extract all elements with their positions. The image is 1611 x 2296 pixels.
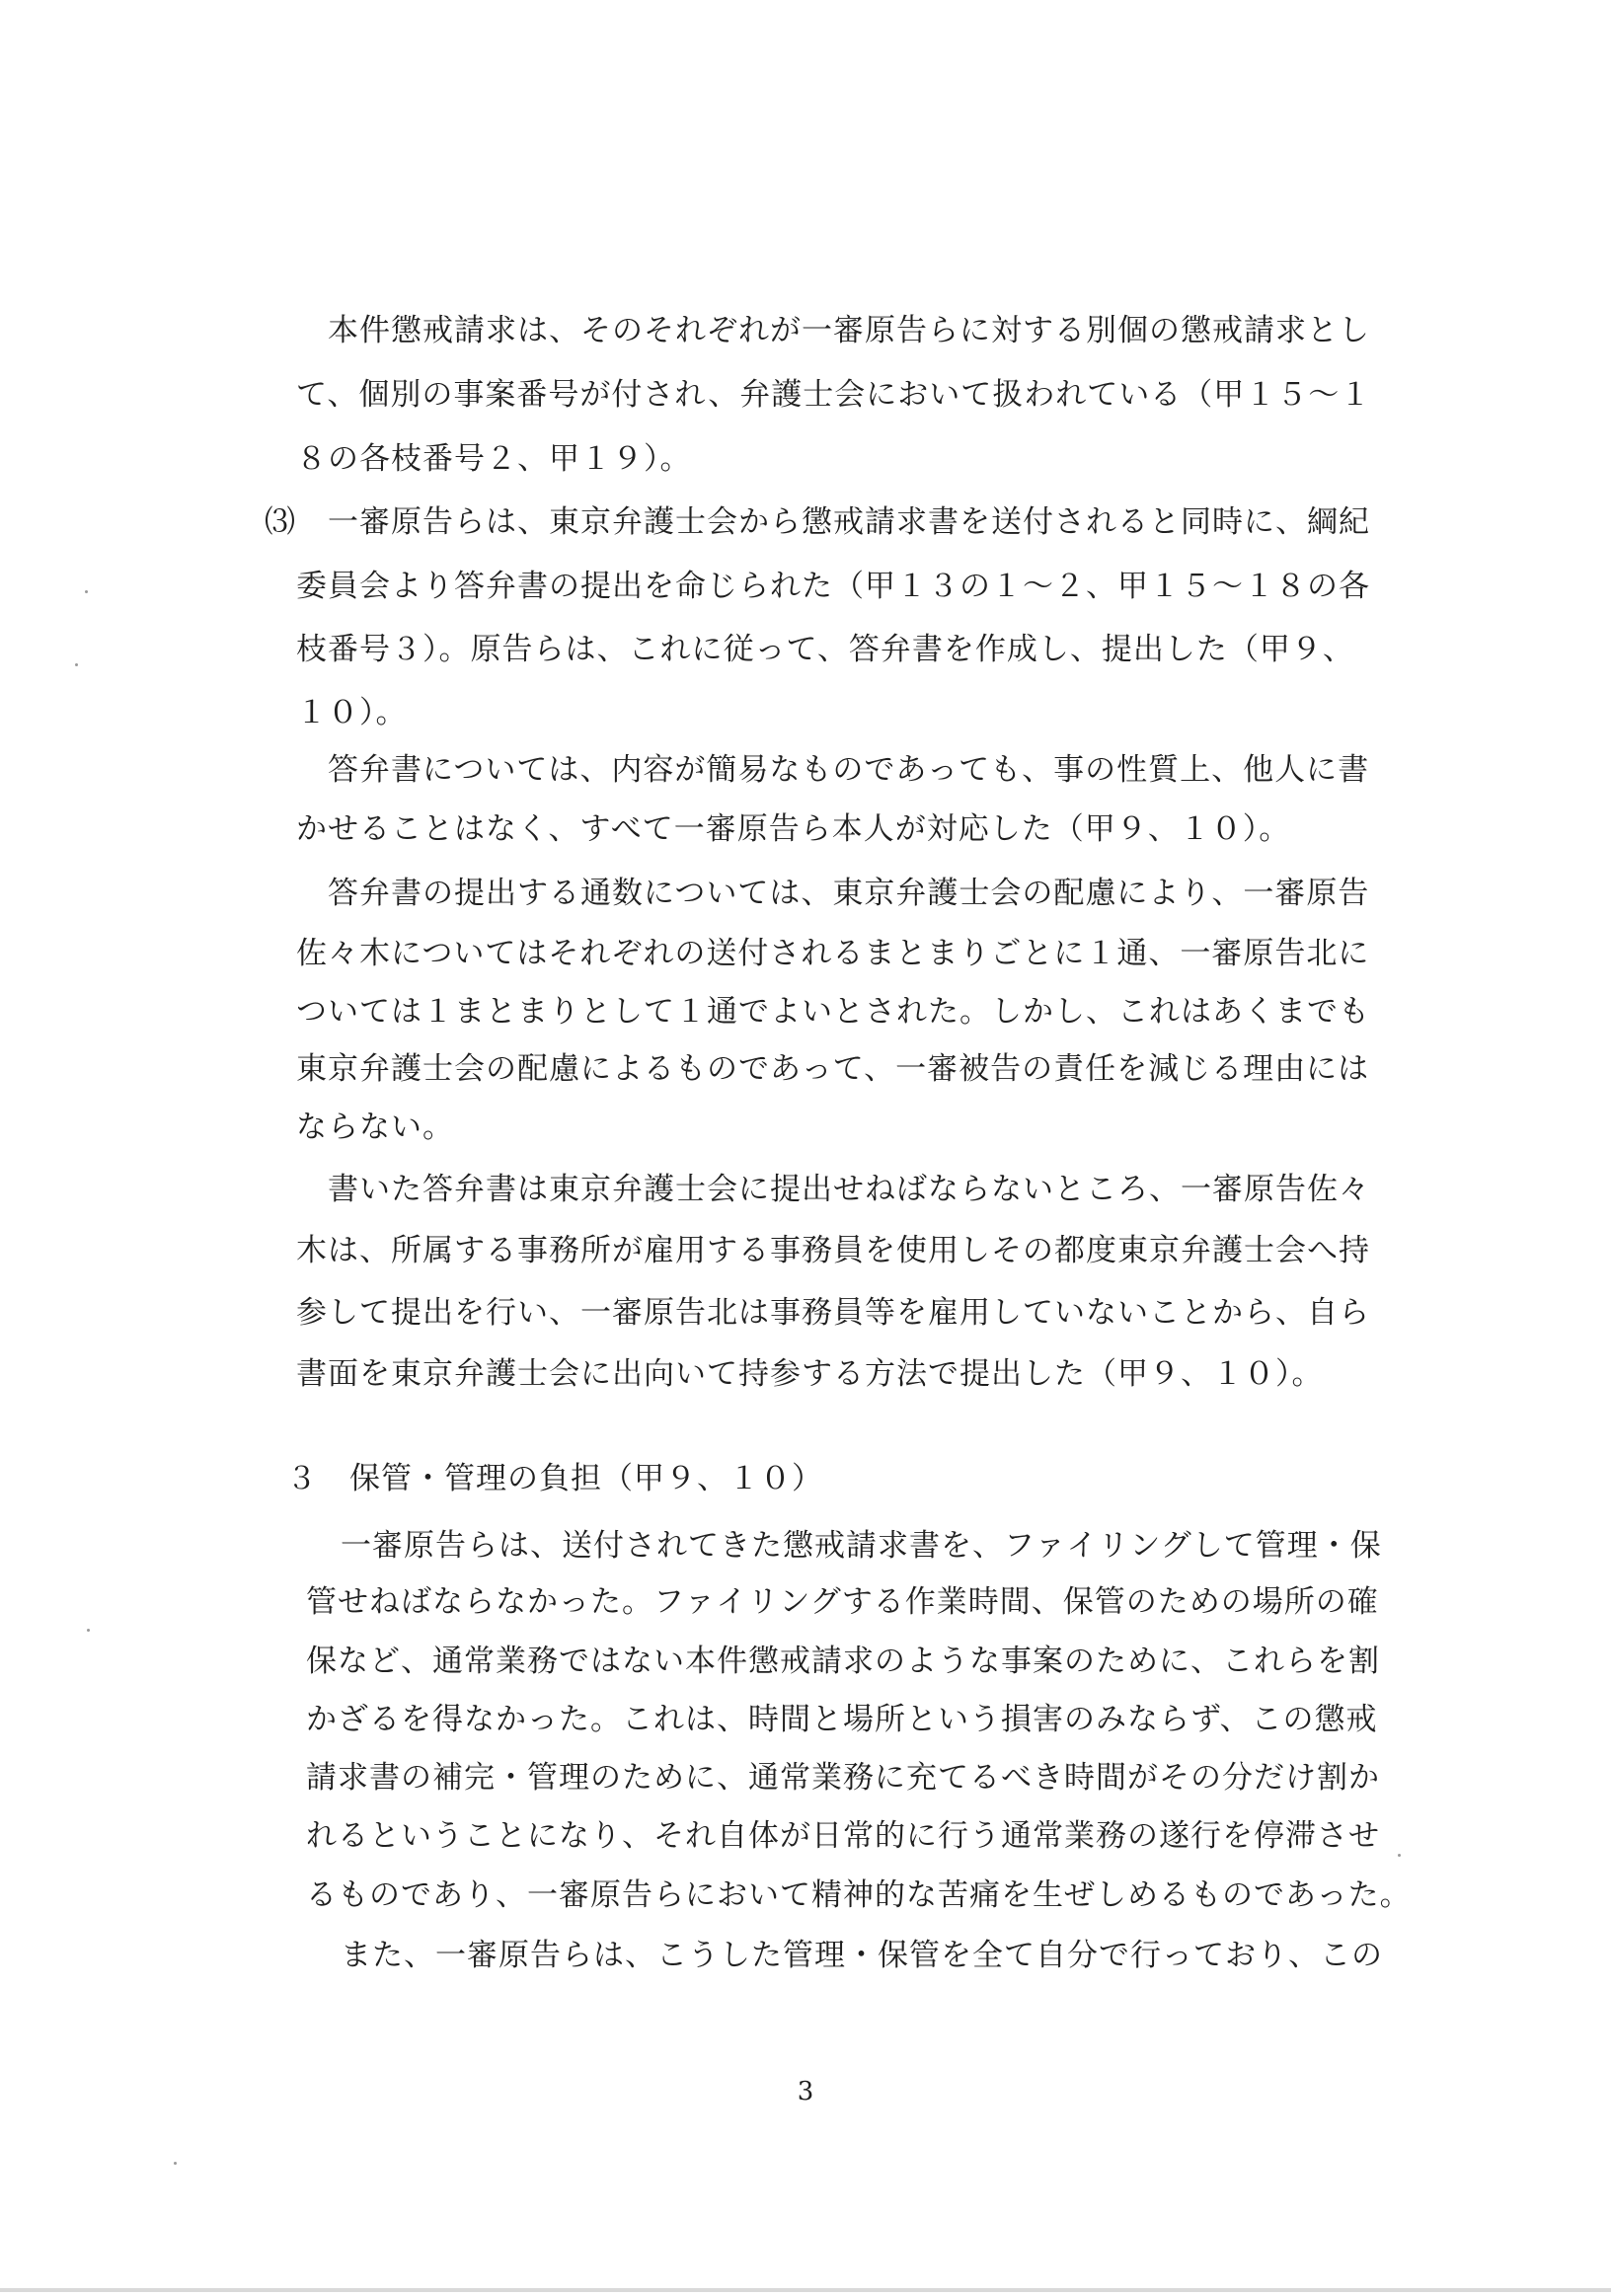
text-line: 参して提出を行い、一審原告北は事務員等を雇用していないことから、自ら — [296, 1295, 1370, 1331]
text-line: ⑶ 一審原告らは、東京弁護士会から懲戒請求書を送付されると同時に、綱紀 — [265, 504, 1370, 540]
scan-speck — [87, 1629, 90, 1632]
text-line: るものであり、一審原告らにおいて精神的な苦痛を生ぜしめるものであった。 — [306, 1877, 1412, 1913]
text-line: 書いた答弁書は東京弁護士会に提出せねばならないところ、一審原告佐々 — [328, 1172, 1370, 1207]
text-line: かざるを得なかった。これは、時間と場所という損害のみならず、この懲戒 — [306, 1702, 1378, 1737]
text-line: ついては１まとまりとして１通でよいとされた。しかし、これはあくまでも — [296, 994, 1370, 1030]
text-line: 答弁書の提出する通数については、東京弁護士会の配慮により、一審原告 — [328, 876, 1370, 911]
text-line: 答弁書については、内容が簡易なものであっても、事の性質上、他人に書 — [328, 752, 1370, 788]
scan-speck — [85, 590, 88, 593]
text-line: ならない。 — [296, 1110, 454, 1145]
text-line: １０）。 — [296, 695, 408, 730]
text-line: 請求書の補完・管理のために、通常業務に充てるべき時間がその分だけ割か — [306, 1760, 1380, 1796]
text-line: 保など、通常業務ではない本件懲戒請求のような事案のために、これらを割 — [306, 1644, 1380, 1679]
scan-speck — [174, 2162, 177, 2165]
text-line: 木は、所属する事務所が雇用する事務員を使用しその都度東京弁護士会へ持 — [296, 1233, 1370, 1268]
text-line: 管せねばならなかった。ファイリングする作業時間、保管のための場所の確 — [306, 1584, 1379, 1620]
scan-speck — [75, 663, 78, 666]
text-line: 一審原告らは、送付されてきた懲戒請求書を、ファイリングして管理・保 — [341, 1528, 1382, 1564]
text-line: 佐々木についてはそれぞれの送付されるまとまりごとに１通、一審原告北に — [296, 936, 1370, 971]
text-line: 本件懲戒請求は、そのそれぞれが一審原告らに対する別個の懲戒請求とし — [328, 313, 1370, 348]
text-line: 委員会より答弁書の提出を命じられた（甲１３の１～２、甲１５～１８の各 — [296, 569, 1370, 604]
text-line: ８の各枝番号２、甲１９）。 — [296, 441, 692, 477]
text-line: て、個別の事案番号が付され、弁護士会において扱われている（甲１５～１ — [296, 377, 1372, 413]
scan-speck — [1398, 1854, 1401, 1857]
text-line: 書面を東京弁護士会に出向いて持参する方法で提出した（甲９、１０）。 — [296, 1356, 1324, 1392]
section-heading: ３ 保管・管理の負担（甲９、１０） — [286, 1461, 823, 1496]
text-line: 枝番号３）。原告らは、これに従って、答弁書を作成し、提出した（甲９、 — [296, 632, 1354, 667]
text-line: 東京弁護士会の配慮によるものであって、一審被告の責任を減じる理由には — [296, 1051, 1370, 1087]
text-line: また、一審原告らは、こうした管理・保管を全て自分で行っており、この — [341, 1938, 1383, 1973]
text-line: かせることはなく、すべて一審原告ら本人が対応した（甲９、１０）。 — [296, 811, 1291, 847]
scan-edge — [0, 2288, 1611, 2292]
text-line: れるということになり、それ自体が日常的に行う通常業務の遂行を停滞させ — [306, 1818, 1380, 1854]
page-number: 3 — [797, 2077, 814, 2106]
